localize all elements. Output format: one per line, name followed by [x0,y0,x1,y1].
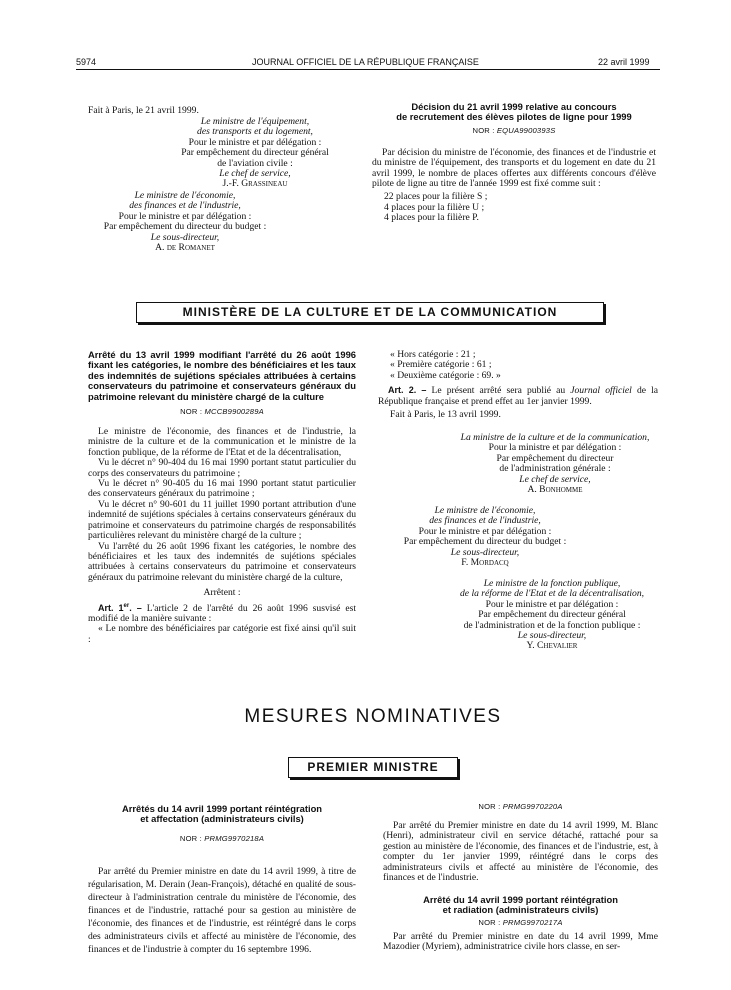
signature-line: des transports et du logement, [197,126,313,138]
journal-title: JOURNAL OFFICIEL DE LA RÉPUBLIQUE FRANÇAISE [252,57,479,67]
decision-body: Par décision du ministre de l'économie, des finances et de l'industrie et du ministre de l'équipement, des transports et du logement en date du 21 avril 1999, le nombre de places offertes aux différents concours d'élève pilote de ligne au titre de l'année 1999 est fixé comme suit : [372,146,656,190]
visa-paragraph: Le ministre de l'économie, des finances et de l'industrie, la ministre de la culture et de la communication et le ministre de la fonction publique, de la réforme de l'Etat et de la décentralisation, [88,426,356,458]
signature-line: de la réforme de l'Etat et de la décentralisation, [459,588,645,600]
signature-line: des finances et de l'industrie, [429,515,541,527]
signature-line: Le sous-directeur, [517,630,587,642]
signature-line: Par empêchement du directeur général [478,609,626,621]
fait-a-paris: Fait à Paris, le 21 avril 1999. [88,105,199,116]
mesures-nominatives-title: MESURES NOMINATIVES [244,706,502,727]
arrete-pm-1-title-l1: Arrêtés du 14 avril 1999 portant réintégration [121,803,323,814]
visa-paragraph: Vu le décret n° 90-601 du 11 juillet 1990 portant attribution d'une indemnité de sujétions spéciales à certains conservateurs généraux du patrimoine et conservateurs du patrimoine chargés de responsabilités particulières relevant du ministère chargé de la culture ; [88,498,356,542]
arrete-culture [88,350,356,645]
decision-nor [372,126,656,135]
signature-line: des finances et de l'industrie, [129,200,241,212]
signature-line: Le ministre de la fonction publique, [483,578,621,589]
arrete-culture-cont [378,350,658,420]
signature-line: Par empêchement du directeur du budget : [103,221,267,233]
category-item: « Première catégorie : 61 ; [390,359,492,371]
arrete-pm-2-body: Par arrêté du Premier ministre en date du 14 avril 1999, M. Blanc (Henri), administrateur civil en service détaché, rattaché pour sa gestion au ministère de l'économie, des finances et de l'industrie, est, à compter du 1er janvier 1999, réintégré dans le corps des administrateurs civils et affecté au ministère de l'économie, des finances et de l'industrie. [383,820,658,884]
signature-line: Le ministre de l'économie, [134,190,236,201]
economie-signature-2 [385,506,585,568]
page-number: 5974 [76,57,97,67]
arrete-pm-1-body: Par arrêté du Premier ministre en date du 14 avril 1999, à titre de régularisation, M. Derain (Jean-François), détaché en qualité de sous-directeur à l'administration centrale du ministère de l'économie, des finances et de l'industrie, rattaché pour sa gestion au ministère de l'économie, des finances et de l'industrie, est réintégré dans le corps des administrateurs civils et affecté au ministère de l'économie, des finances et de l'industrie à compter du 16 septembre 1996. [88,865,356,956]
arrete-culture-nor [88,407,356,416]
arrete-pm-1-nor [88,834,356,843]
arrete-culture-title: Arrêté du 13 avril 1999 modifiant l'arrêté du 26 août 1996 fixant les catégories, le nombre des bénéficiaires et les taux des indemnités de sujétions spéciales attribuées à certains conservateurs du patrimoine et conservateurs généraux du patrimoine relevant du ministère chargé de la culture [88,349,356,402]
arrete-pm-1 [88,804,356,956]
nor-code: EQUA9900393S [496,125,556,135]
nor-label: NOR : [180,407,205,417]
signature-line: A. Bonhomme [527,484,583,496]
premier-ministre-banner: PREMIER MINISTRE [288,757,458,778]
arrete-pm-3-title-l2: et radiation (administrateurs civils) [442,904,599,916]
places-list [372,192,656,223]
signature-line: de l'administration et de la fonction publique : [463,619,641,631]
signature-line: La ministre de la culture et de la communication, [460,432,650,443]
signature-line: Par empêchement du directeur du budget : [403,536,567,548]
fonction-publique-signature [438,579,666,652]
article-1: Art. 1er. – L'article 2 de l'arrêté du 26 août 1996 susvisé est modifié de la manière suivante : [88,602,356,624]
signature-line: Y. Chevalier [526,640,578,652]
signature-line: Le ministre de l'économie, [434,505,536,516]
article-1-text: L'article 2 de l'arrêté du 26 août 1996 susvisé est modifié de la manière suivante : [88,602,356,624]
category-item: « Hors catégorie : 21 ; [390,349,476,360]
signature-line: de l'administration générale : [499,463,611,475]
culture-signature [440,433,670,495]
article-2-text-a: Le présent arrêté sera publié au [426,385,571,397]
left-signature-block [88,106,318,116]
arrete-pm-2 [383,802,658,883]
signature-line: Pour le ministre et par délégation : [188,136,322,148]
signature-line: Le chef de service, [219,168,291,180]
arrete-pm-1-title-l2: et affectation (administrateurs civils) [140,813,304,825]
nor-label: NOR : [472,125,497,135]
visa-paragraph: Vu le décret n° 90-404 du 16 mai 1990 portant statut particulier du corps des conservateurs du patrimoine ; [88,457,356,479]
article-2 [378,385,658,407]
visa-paragraph: Vu l'arrêté du 26 août 1996 fixant les catégories, le nombre des bénéficiaires et les taux des indemnités de sujétions spéciales attribuées à certains conservateurs du patrimoine et conservateurs généraux du patrimoine relevant du ministère chargé de la culture, [88,540,356,583]
signature-line: Pour le ministre et par délégation : [485,598,619,610]
signature-line: Le sous-directeur, [150,231,220,243]
place-item: 4 places pour la filière U ; [384,201,485,213]
signature-line: A. de Romanet [155,242,215,254]
place-item: 22 places pour la filière S ; [384,191,488,203]
nor-code: PRMG9970218A [204,833,265,843]
signature-line: Pour le ministre et par délégation : [118,210,252,222]
signature-line: de l'aviation civile : [217,157,293,169]
arrete-pm-3-nor [383,918,658,927]
decision-title-l2: de recrutement des élèves pilotes de ligne pour 1999 [396,111,632,123]
article-2-text-b: de la République française et prend effet au 1er janvier 1999. [378,385,659,407]
arrete-pm-3-body: Par arrêté du Premier ministre en date du 14 avril 1999, Mme Mazodier (Myriem), administratrice civile hors classe, en ser- [383,930,658,953]
signature-line: Le ministre de l'équipement, [200,116,310,127]
nor-label: NOR : [478,802,503,811]
article-1-quote: « Le nombre des bénéficiaires par catégorie est fixé ainsi qu'il suit : [88,623,356,645]
signature-line: F. Mordacq [461,557,509,569]
decision-title-l1: Décision du 21 avril 1999 relative au concours [411,101,617,112]
fait-a-paris-13: Fait à Paris, le 13 avril 1999. [390,409,501,421]
arrete-pm-3 [383,895,658,953]
economie-signature [75,191,295,253]
categories-list [378,350,658,381]
nor-code: PRMG9970217A [502,917,563,927]
header-rule [76,69,660,70]
nor-code: MCCB9900289A [204,407,264,417]
signature-line: Par empêchement du directeur [496,452,614,464]
arrete-pm-2-nor [383,802,658,811]
place-item: 4 places pour la filière P. [384,212,479,224]
signature-line: Pour le ministre et par délégation : [418,525,552,537]
arretent: Arrêtent : [203,587,241,599]
arrete-pm-3-title-l1: Arrêté du 14 avril 1999 portant réintégration [423,894,618,905]
arrete-culture-visas [88,427,356,583]
ministry-banner: MINISTÈRE DE LA CULTURE ET DE LA COMMUNICATION [136,302,604,323]
visa-paragraph: Vu le décret n° 90-405 du 16 mai 1990 portant statut particulier des conservateurs généraux du patrimoine ; [88,478,356,500]
nor-code: PRMG9970220A [502,802,563,811]
journal-officiel-ref: Journal officiel [570,385,632,397]
signature-line: Le chef de service, [519,473,591,485]
signature-line: Le sous-directeur, [450,546,520,558]
nor-label: NOR : [478,917,503,927]
signature-line: Par empêchement du directeur général [181,147,329,159]
article-2-label: Art. 2. – [388,385,427,396]
equipement-signature [180,117,330,190]
category-item: « Deuxième catégorie : 69. » [390,369,501,381]
signature-line: J.-F. Grassineau [222,178,288,190]
decision-block [372,102,656,224]
nor-label: NOR : [179,833,205,843]
signature-line: Pour la ministre et par délégation : [488,442,622,454]
issue-date: 22 avril 1999 [598,57,650,67]
